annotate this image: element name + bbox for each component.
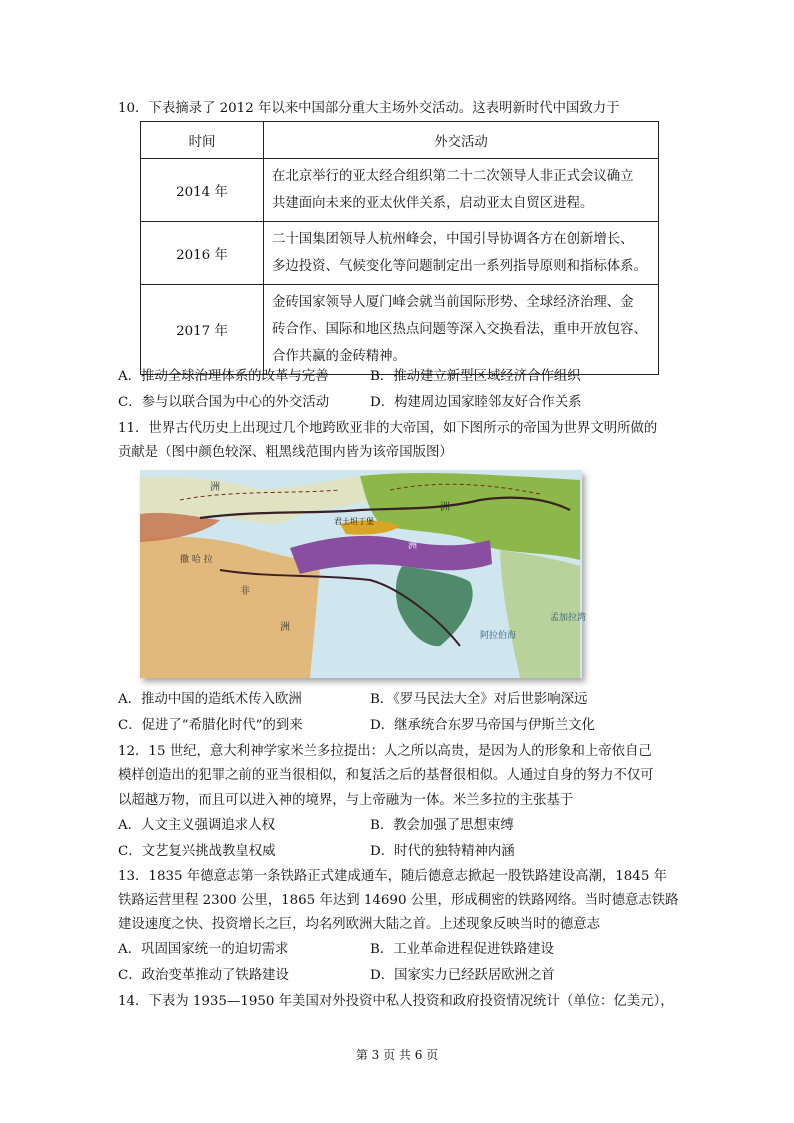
q13-stem-line-3: 建设速度之快、投资增长之巨，均名列欧洲大陆之首。上述现象反映当时的德意志 [118,917,601,932]
map-label: 阿拉伯海 [480,631,517,641]
table-cell-activity [264,222,659,285]
activity-line: 二十国集团领导人杭州峰会，中国引导协调各方在创新增长、 [272,232,634,247]
q12-stem-line-3: 以超越万物，而且可以进入神的境界，与上帝融为一体。米兰多拉的主张基于 [118,793,574,808]
table-header-row [141,122,659,159]
table-row [141,159,659,222]
q12-option-a: A．人文主义强调追求人权 [118,818,275,833]
table-cell-activity [264,159,659,222]
table-cell-year: 2014 年 [141,159,264,222]
q13-stem-line-2: 铁路运营里程 2300 公里，1865 年达到 14690 公里，形成稠密的铁路网络。当时德意志铁路 [118,893,679,908]
table-row [141,285,659,375]
q12-option-c: C．文艺复兴挑战教皇权威 [118,844,276,859]
map-label: 洲 [210,482,220,493]
q10-option-b: B．推动建立新型区域经济合作组织 [370,369,581,384]
table-header-activity: 外交活动 [264,122,659,159]
q14-stem: 14．下表为 1935—1950 年美国对外投资中私人投资和政府投资情况统计（单位：亿美元）， [118,994,674,1009]
table-cell-activity [264,285,659,375]
table-row [141,222,659,285]
q10-stem: 10．下表摘录了 2012 年以来中国部分重大主场外交活动。这表明新时代中国致力于 [118,101,620,116]
q13-option-d: D．国家实力已经跃居欧洲之首 [370,968,555,983]
q13-option-a: A．巩固国家统一的迫切需求 [118,942,289,957]
q12-option-d: D．时代的独特精神内涵 [370,844,515,859]
activity-line: 多边投资、气候变化等问题制定出一系列指导原则和指标体系。 [272,259,647,274]
q11-option-c: C．促进了“希腊化时代”的到来 [118,718,303,733]
q13-option-c: C．政治变革推动了铁路建设 [118,968,289,983]
activity-line: 在北京举行的亚太经合组织第二十二次领导人非正式会议确立 [272,169,634,184]
q12-stem-line-2: 模样创造出的犯罪之前的亚当很相似，和复活之后的基督很相似。人通过自身的努力不仅可 [118,768,654,783]
q10-option-d: D．构建周边国家睦邻友好合作关系 [370,395,582,410]
table-header-time: 时间 [141,122,264,159]
table-cell-year: 2017 年 [141,285,264,375]
q11-stem-line-2: 贡献是（图中颜色较深、粗黑线范围内皆为该帝国版图） [118,445,453,460]
empire-map-svg [140,470,587,678]
q11-option-d: D．继承统合东罗马帝国与伊斯兰文化 [370,718,595,733]
q10-option-a: A．推动全球治理体系的改革与完善 [118,369,329,384]
q11-stem-line-1: 11．世界古代历史上出现过几个地跨欧亚非的大帝国，如下图所示的帝国为世界文明所做的 [118,421,658,436]
q12-option-b: B．教会加强了思想束缚 [370,818,514,833]
map-label: 撒 哈 拉 [180,555,213,565]
q13-option-b: B．工业革命进程促进铁路建设 [370,942,554,957]
empire-map [140,470,587,678]
diplomacy-table [140,121,659,375]
page-number: 第 3 页 共 6 页 [355,1048,439,1062]
activity-line: 金砖国家领导人厦门峰会就当前国际形势、全球经济治理、金 [272,295,634,310]
q12-stem-line-1: 12．15 世纪，意大利神学家米兰多拉提出：人之所以高贵，是因为人的形象和上帝依自己 [118,744,652,759]
q10-option-c: C．参与以联合国为中心的外交活动 [118,395,330,410]
map-label: 洲 [440,502,450,513]
table-cell-year: 2016 年 [141,222,264,285]
q11-option-b: B．《罗马民法大全》对后世影响深远 [370,692,588,707]
q13-stem-line-1: 13．1835 年德意志第一条铁路正式建成通车，随后德意志掀起一股铁路建设高潮，1845 年 [118,869,667,884]
map-label: 洲 [280,622,290,633]
q11-option-a: A．推动中国的造纸术传入欧洲 [118,692,302,707]
map-label: 君士坦丁堡 [334,517,374,526]
activity-line: 砖合作、国际和地区热点问题等深入交换看法，重申开放包容、 [272,322,647,337]
activity-line: 合作共赢的金砖精神。 [272,349,406,364]
map-label: 孟加拉湾 [550,613,587,623]
map-label: 非 [240,586,250,597]
activity-line: 共建面向未来的亚太伙伴关系，启动亚太自贸区进程。 [272,196,594,211]
map-label: 洲 [408,541,418,551]
